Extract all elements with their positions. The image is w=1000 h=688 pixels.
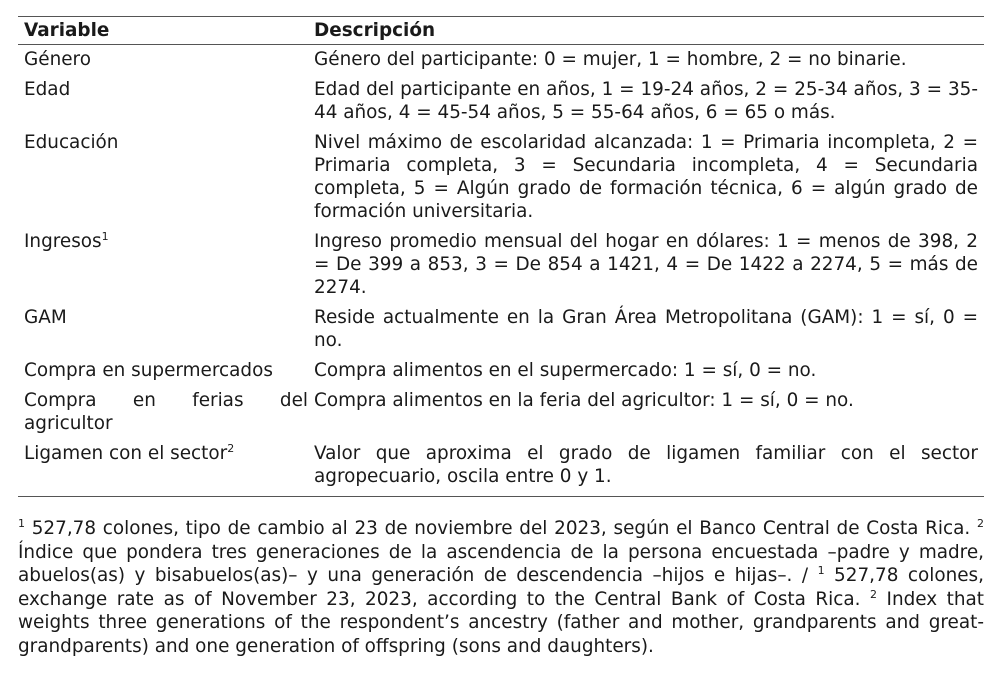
footnote-marker: 1 — [817, 563, 825, 577]
variable-name: Edad — [24, 79, 71, 100]
header-description: Descripción — [308, 17, 984, 45]
footnote-marker: 2 — [870, 587, 878, 601]
header-variable: Variable — [18, 17, 308, 45]
variable-name: Género — [24, 49, 91, 70]
variable-cell: Compra en ferias del agricultor — [24, 390, 308, 434]
table-footnotes — [18, 517, 984, 658]
description-cell: Valor que aproxima el grado de ligamen familiar con el sector agropecuario, oscila entre 0 y 1. — [308, 439, 984, 497]
footnote-text: Índice que pondera tres generaciones de la ascendencia de la persona encuestada –padre y madre, abuelos(as) y bisabuelos(as)– y una generación de descendencia –hijos e hijas–. / — [18, 541, 984, 586]
footnote-marker: 1 — [18, 516, 25, 530]
footnote-text: 527,78 colones, tipo de cambio al 23 de noviembre del 2023, según el Banco Central de Costa Rica. — [31, 518, 971, 539]
variable-cell — [18, 45, 308, 76]
footnote-marker: 2 — [227, 441, 235, 455]
variable-name: GAM — [24, 307, 67, 328]
table-row — [18, 128, 984, 227]
table-row — [18, 45, 984, 76]
footnote-text: 527,78 colones, exchange rate as of November 23, 2023, according to the Central Bank of Costa Rica. — [18, 565, 984, 610]
table-row — [18, 75, 984, 128]
variables-table — [18, 16, 984, 497]
table-header-row — [18, 17, 984, 45]
description-cell: Compra alimentos en el supermercado: 1 = sí, 0 = no. — [314, 360, 817, 381]
table-row — [18, 439, 984, 497]
description-cell: Nivel máximo de escolaridad alcanzada: 1 = Primaria incompleta, 2 = Primaria completa, 3 = Secundaria incompleta, 4 = Secundaria completa, 5 = Algún grado de formación técnica, 6 = algún grado de formación universitaria. — [314, 132, 978, 222]
description-cell: Ingreso promedio mensual del hogar en dólares: 1 = menos de 398, 2 = De 399 a 853, 3 = De 854 a 1421, 4 = De 1422 a 2274, 5 = más de 2274. — [314, 231, 978, 298]
variable-name: Educación — [24, 132, 119, 153]
footnote-marker: 2 — [977, 516, 984, 530]
table-row — [18, 227, 984, 303]
description-cell: Reside actualmente en la Gran Área Metropolitana (GAM): 1 = sí, 0 = no. — [314, 307, 978, 351]
variable-cell — [18, 356, 308, 386]
description-cell: Compra alimentos en la feria del agricultor: 1 = sí, 0 = no. — [314, 390, 854, 411]
description-cell: Edad del participante en años, 1 = 19-24 años, 2 = 25-34 años, 3 = 35-44 años, 4 = 45-54 años, 5 = 55-64 años, 6 = 65 o más. — [314, 79, 978, 123]
footnote-text: Index that weights three generations of the respondent’s ancestry (father and mother, grandparents and great-grandparents) and one generation of offspring (sons and daughters). — [18, 588, 984, 657]
variable-name: Ligamen con el sector — [24, 443, 228, 464]
footnote-marker: 1 — [101, 229, 109, 243]
description-cell: Género del participante: 0 = mujer, 1 = hombre, 2 = no binarie. — [314, 49, 907, 70]
variable-cell — [18, 128, 308, 227]
variable-cell — [18, 75, 308, 128]
variable-cell — [18, 227, 308, 303]
variable-cell — [18, 439, 308, 497]
variable-name: Ingresos — [24, 231, 102, 252]
table-row — [18, 303, 984, 356]
variable-cell — [18, 303, 308, 356]
variable-name: Compra en supermercados — [24, 360, 273, 381]
table-row — [18, 386, 984, 439]
table-row — [18, 356, 984, 386]
